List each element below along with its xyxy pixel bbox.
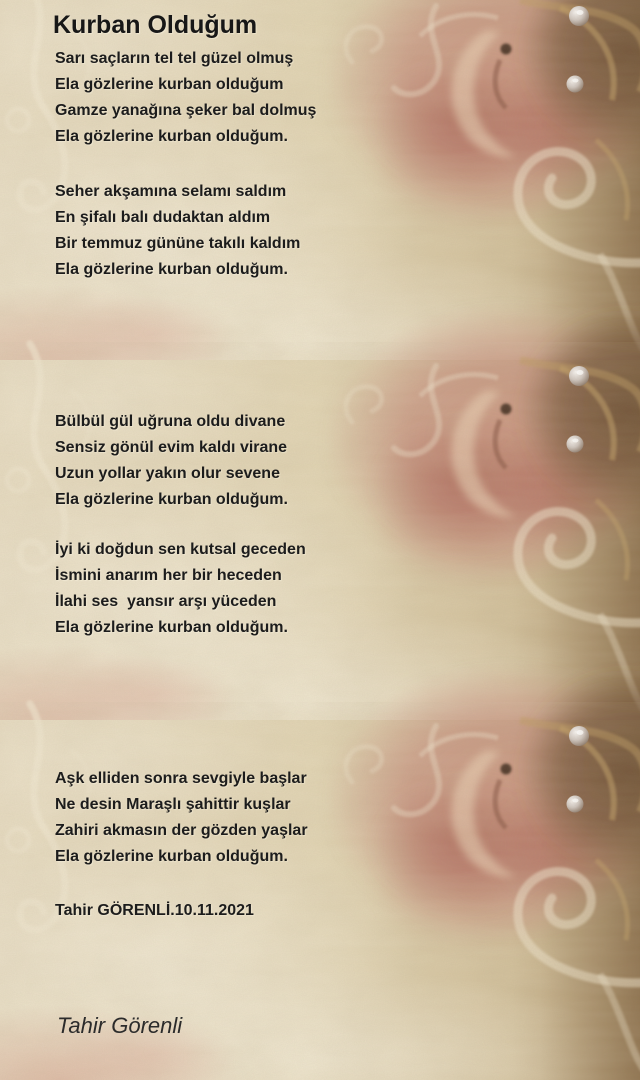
poem-line: En şifalı balı dudaktan aldım — [55, 209, 271, 226]
poem-line: Sarı saçların tel tel güzel olmuş — [55, 50, 294, 67]
poem-line: Ela gözlerine kurban olduğum. — [55, 619, 288, 636]
stanza-2 — [55, 179, 300, 283]
poem-line: Ela gözlerine kurban olduğum. — [55, 491, 288, 508]
poem-line: Bülbül gül uğruna oldu divane — [55, 413, 286, 430]
poem-line: Ela gözlerine kurban olduğum. — [55, 261, 288, 278]
poem-line: Ela gözlerine kurban olduğum — [55, 76, 284, 93]
poem-line: İlahi ses yansır arşı yüceden — [55, 593, 277, 610]
stanza-5 — [55, 766, 308, 870]
poem-title: Kurban Olduğum — [53, 11, 258, 39]
poem-line: Ela gözlerine kurban olduğum. — [55, 128, 288, 145]
poem-line: Bir temmuz gününe takılı kaldım — [55, 235, 301, 252]
poem-line: Sensiz gönül evim kaldı virane — [55, 439, 288, 456]
poem-line: Gamze yanağına şeker bal dolmuş — [55, 102, 317, 119]
footer-author: Tahir Görenli — [57, 1013, 183, 1038]
poem-line: Ela gözlerine kurban olduğum. — [55, 848, 288, 865]
poem-line: İsmini anarım her bir heceden — [55, 567, 282, 584]
poem-line: İyi ki doğdun sen kutsal geceden — [55, 541, 306, 558]
stanza-1 — [55, 46, 316, 150]
stanza-3 — [55, 409, 288, 513]
author-signature: Tahir GÖRENLİ.10.11.2021 — [55, 902, 254, 919]
poem-line: Aşk elliden sonra sevgiyle başlar — [55, 770, 307, 787]
poem-line: Seher akşamına selamı saldım — [55, 183, 287, 200]
poem-line: Uzun yollar yakın olur sevene — [55, 465, 280, 482]
stanza-4 — [55, 537, 306, 641]
poem-line: Zahiri akmasın der gözden yaşlar — [55, 822, 308, 839]
poem-line: Ne desin Maraşlı şahittir kuşlar — [55, 796, 291, 813]
